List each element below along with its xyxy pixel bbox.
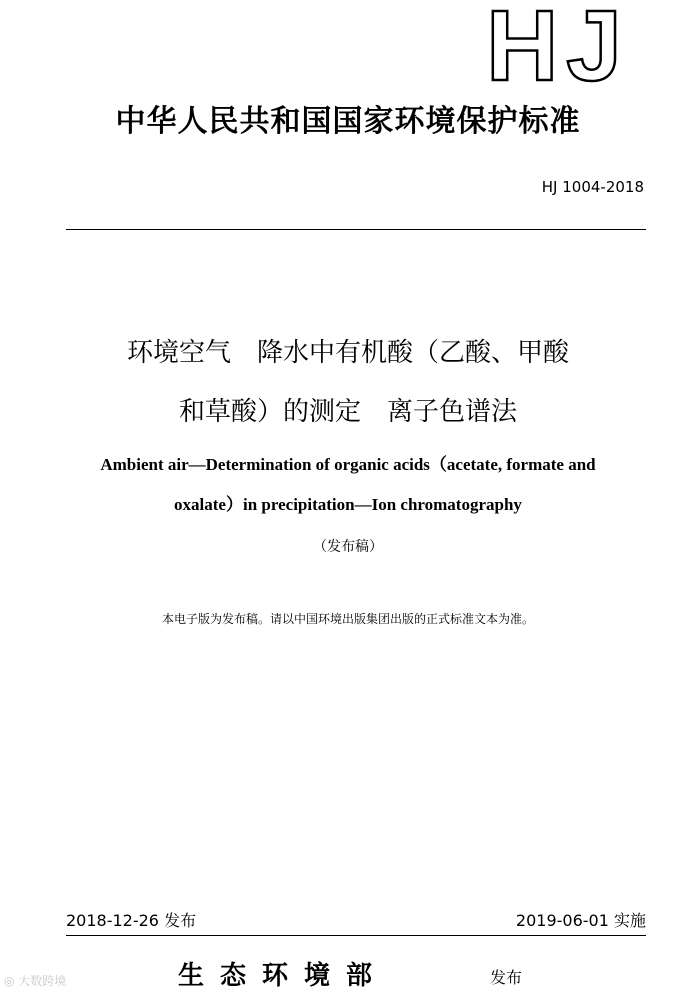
issue-date: 2018-12-26 发布 <box>66 911 197 930</box>
implementation-date: 2019-06-01 实施 <box>515 911 646 930</box>
hj-logo-text: HJ <box>486 0 630 90</box>
en-title-line-2: oxalate）in precipitation—Ion chromatography <box>174 495 522 514</box>
watermark <box>4 972 66 989</box>
watermark-logo-icon: ◎ <box>4 974 19 988</box>
en-title-line-1: Ambient air—Determination of organic acids（acetate, formate and <box>100 455 596 474</box>
cn-title-line-1: 环境空气 降水中有机酸（乙酸、甲酸 <box>126 338 569 368</box>
watermark-text: 大数跨境 <box>18 974 67 988</box>
version-notice: 本电子版为发布稿。请以中国环境出版集团出版的正式标准文本为准。 <box>161 612 534 626</box>
top-divider <box>66 229 646 230</box>
draft-label: （发布稿） <box>313 539 383 555</box>
bottom-divider <box>66 935 646 936</box>
hj-logo <box>478 0 638 90</box>
cn-title-line-2: 和草酸）的测定 离子色谱法 <box>178 397 517 427</box>
publish-word: 发布 <box>490 968 523 987</box>
publisher-name: 生态环境部 <box>178 961 389 991</box>
agency-title: 中华人民共和国国家环境保护标准 <box>115 104 581 139</box>
standard-code: HJ 1004-2018 <box>541 178 644 196</box>
